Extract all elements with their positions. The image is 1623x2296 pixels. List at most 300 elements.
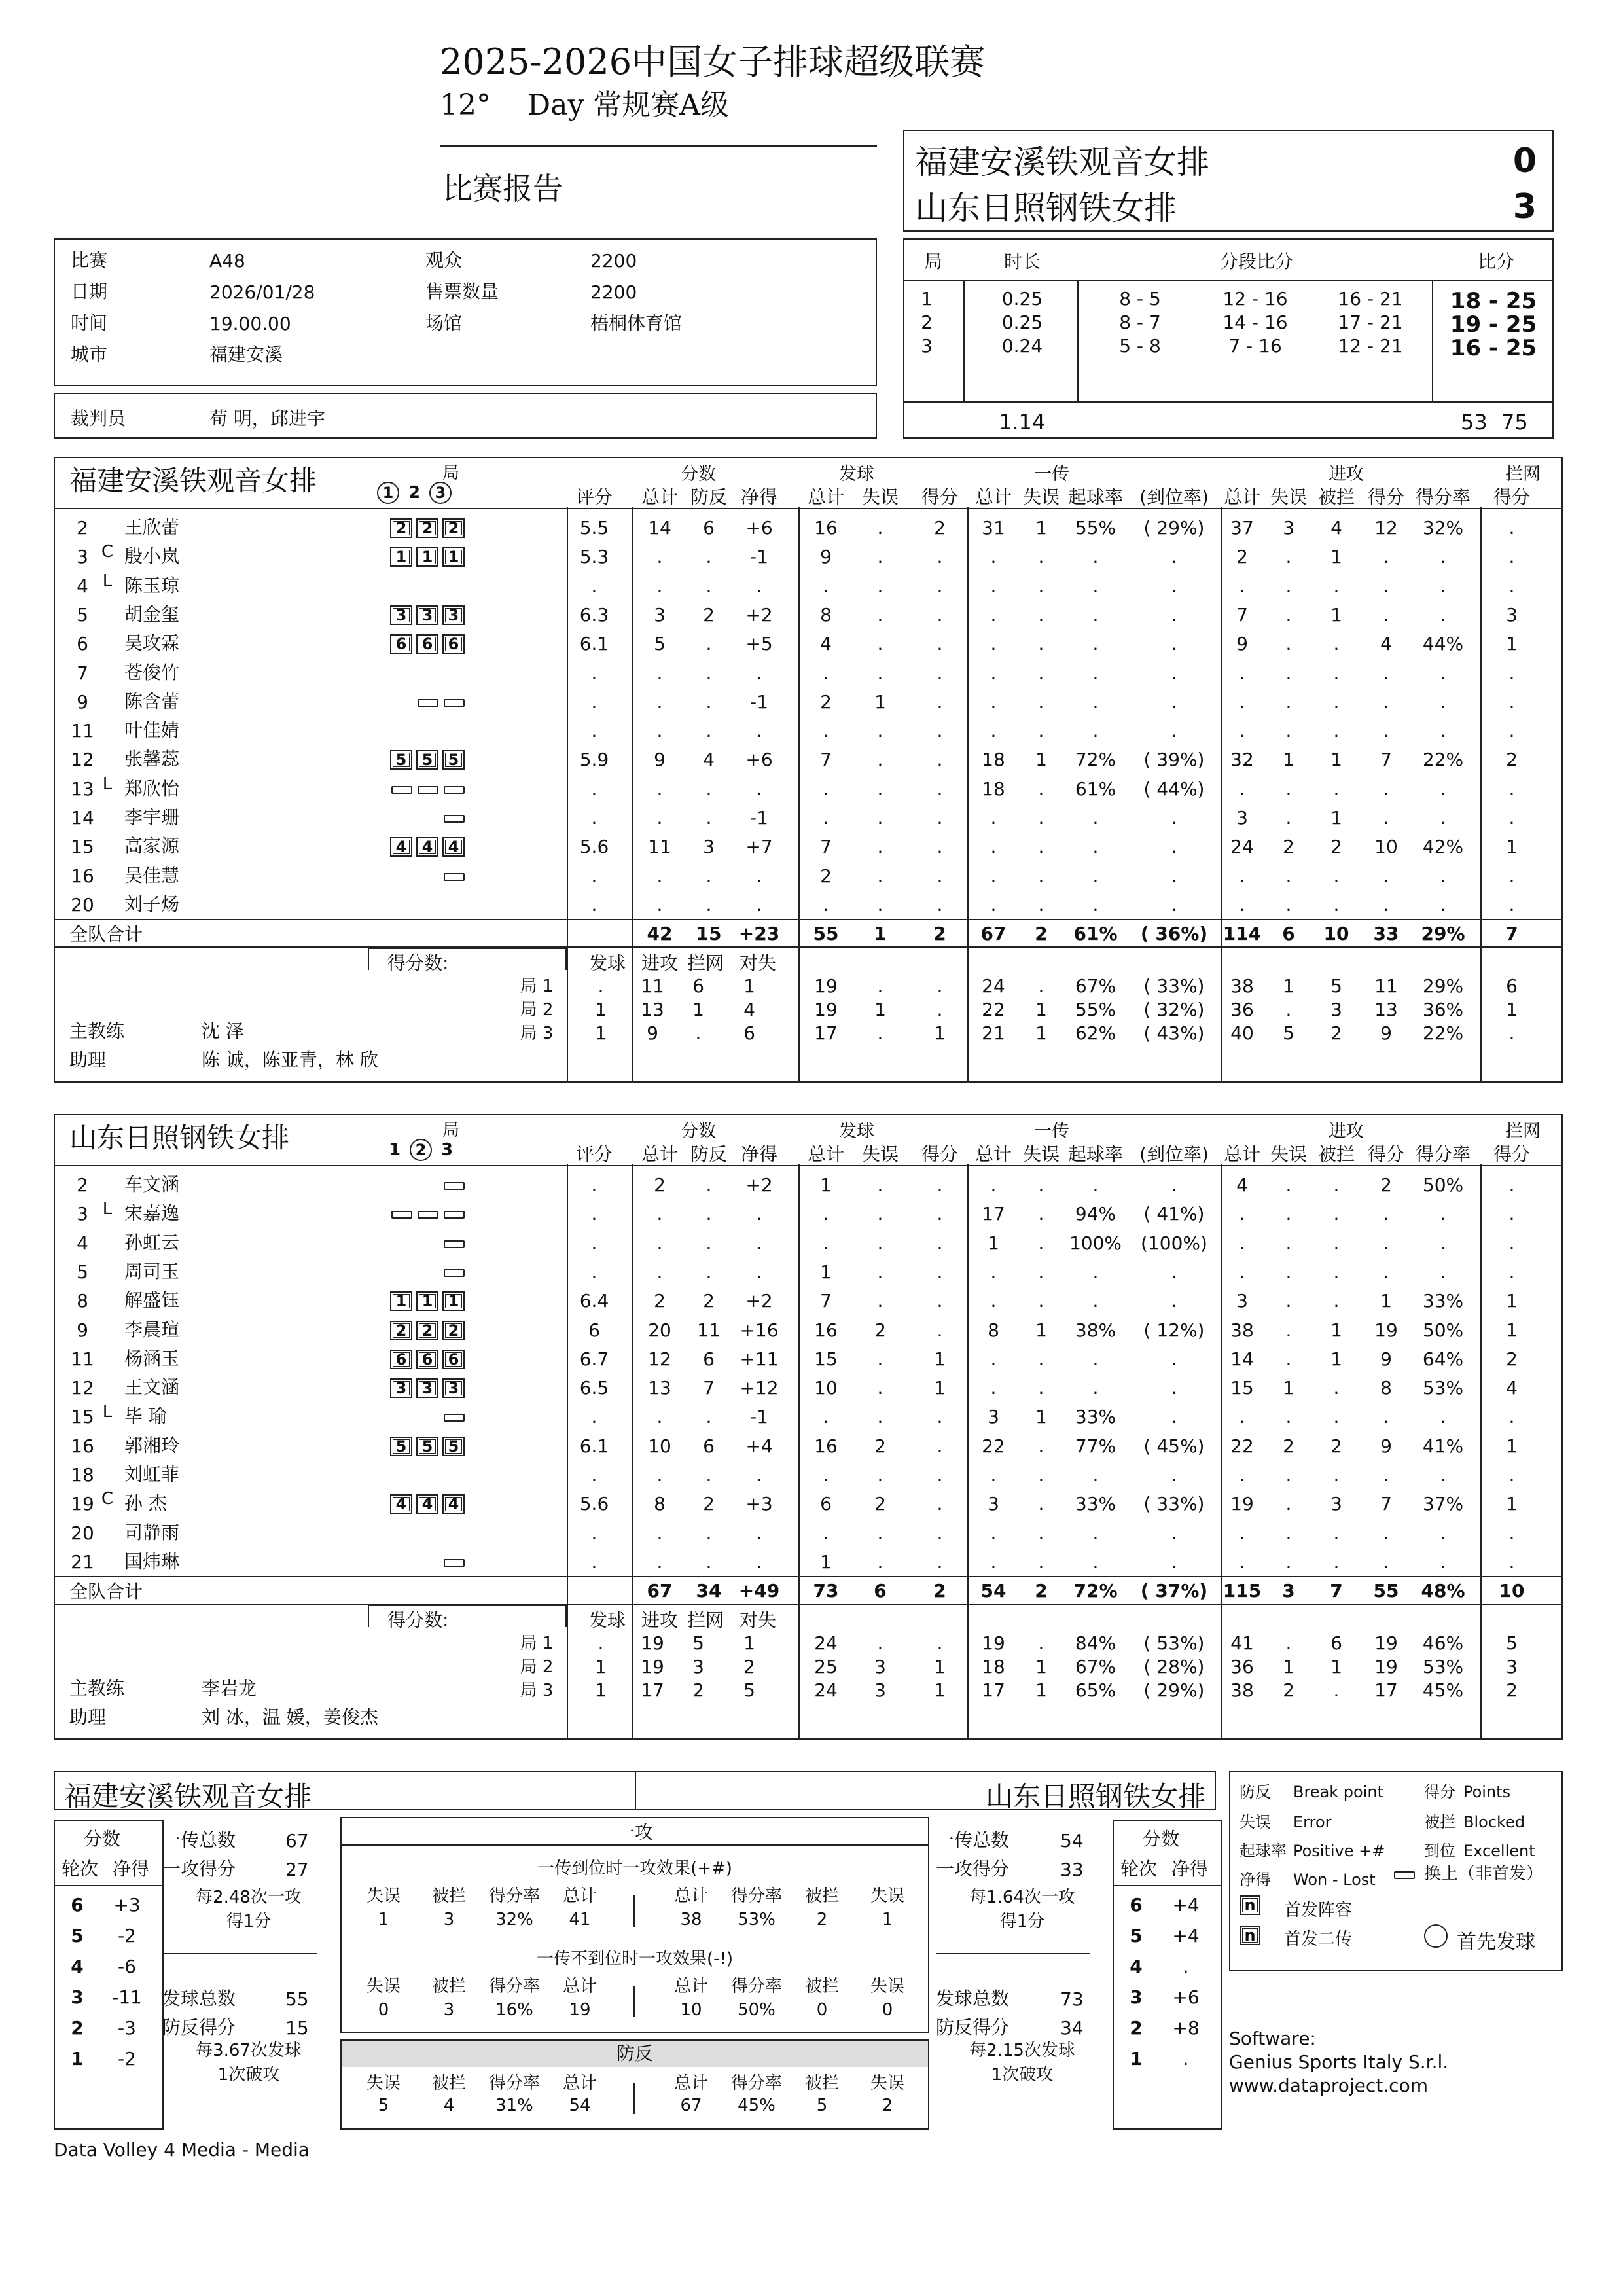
stat-se: 2 bbox=[874, 1493, 886, 1515]
per-set-at: 9 bbox=[647, 1022, 658, 1045]
stat-r: 6.1 bbox=[579, 1435, 609, 1457]
stat-wl: +16 bbox=[740, 1319, 779, 1341]
player-name: 吴玫霖 bbox=[124, 632, 180, 655]
fa-neg-val-l: 16% bbox=[495, 2000, 533, 2020]
stat-ae: . bbox=[1285, 1261, 1292, 1283]
stat-rt: . bbox=[990, 662, 997, 684]
stat-sp: . bbox=[936, 575, 943, 597]
fa-pos-title: 一传到位时一攻效果(+#) bbox=[537, 1859, 732, 1878]
stat-wl: -1 bbox=[750, 691, 768, 713]
stat-bp: . bbox=[705, 691, 712, 713]
player-number: 2 bbox=[77, 1174, 88, 1196]
stat-bp: . bbox=[705, 1232, 712, 1254]
rotation-number: 1 bbox=[71, 2048, 84, 2070]
player-name: 毕 瑜 bbox=[124, 1405, 167, 1427]
legend-key: 净得 bbox=[1240, 1871, 1271, 1889]
stat-rpos: 94% bbox=[1075, 1203, 1116, 1225]
team-away-sep1 bbox=[54, 1576, 1563, 1577]
stat-ab: . bbox=[1333, 1203, 1340, 1225]
stat-rt: . bbox=[990, 691, 997, 713]
player-number: 9 bbox=[77, 1319, 88, 1341]
stat-st: . bbox=[823, 1464, 829, 1486]
stat-pt: . bbox=[656, 662, 663, 684]
table-row bbox=[0, 1286, 1623, 1315]
stat-rt: . bbox=[990, 1261, 997, 1283]
player-name: 孙 杰 bbox=[124, 1492, 167, 1515]
fa-neg-val-l: 3 bbox=[443, 2000, 455, 2020]
stat-rt: 18 bbox=[982, 778, 1005, 800]
per-set-se: 1 bbox=[874, 999, 886, 1021]
fa-neg-head-l: 总计 bbox=[562, 1977, 597, 1996]
team-home-set-num: 3 bbox=[429, 482, 452, 504]
fa-neg-head-l: 失误 bbox=[366, 1977, 401, 1996]
stat-se: 2 bbox=[874, 1435, 886, 1457]
referees-value: 荀 明，邱进宇 bbox=[209, 408, 325, 429]
per-set-a_pct: 53% bbox=[1422, 1656, 1464, 1678]
stat-ab: 1 bbox=[1330, 1348, 1342, 1370]
stat-sp: . bbox=[936, 778, 943, 800]
fa-neg-head-r: 得分率 bbox=[730, 1977, 782, 1996]
stat-pt: . bbox=[656, 1551, 663, 1573]
stat-apct: . bbox=[1440, 1261, 1446, 1283]
player-role: L bbox=[102, 1199, 113, 1219]
stat-wl: +2 bbox=[745, 603, 773, 626]
stat-at: . bbox=[1239, 1203, 1245, 1225]
stat-bp: . bbox=[705, 1464, 712, 1486]
away-rec-total-label: 一传总数 bbox=[936, 1829, 1010, 1851]
stat-re: . bbox=[1038, 1174, 1044, 1196]
starter-box: 4 bbox=[442, 1494, 465, 1514]
team-home-asst: 陈 诚，陈亚青，林 欣 bbox=[202, 1049, 378, 1071]
stat-ab: 1 bbox=[1330, 807, 1342, 829]
team-away-pts-col: 拦网 bbox=[687, 1609, 724, 1632]
team-away-sh-err: 失误 bbox=[1270, 1143, 1307, 1165]
per-set-re: 1 bbox=[1035, 1022, 1047, 1045]
legend-key: 起球率 bbox=[1240, 1842, 1287, 1860]
stat-r: . bbox=[591, 1551, 597, 1573]
stat-rpos: . bbox=[1092, 1551, 1099, 1573]
stat-bk: 1 bbox=[1506, 836, 1518, 858]
stat-ae: 2 bbox=[1283, 836, 1294, 858]
stat-at: 3 bbox=[1236, 1290, 1248, 1312]
fa-pos-val-l: 1 bbox=[378, 1910, 389, 1929]
stat-st: . bbox=[823, 1232, 829, 1254]
stat-se: . bbox=[877, 517, 883, 539]
stat-sp: . bbox=[936, 836, 943, 858]
stat-wl: . bbox=[756, 778, 762, 800]
per-set-rt: 19 bbox=[982, 1632, 1005, 1655]
stat-rt: 31 bbox=[982, 517, 1005, 539]
stat-rexc: . bbox=[1171, 633, 1177, 655]
stat-sp: . bbox=[936, 662, 943, 684]
starter-box: 5 bbox=[390, 1437, 412, 1456]
per-set-a_e: 2 bbox=[1283, 1679, 1294, 1702]
stat-se: . bbox=[877, 720, 883, 742]
stat-apct: 22% bbox=[1422, 749, 1464, 771]
player-name: 吴佳慧 bbox=[124, 864, 180, 886]
team-home-set-num: 2 bbox=[408, 483, 421, 503]
per-set-a_p: 19 bbox=[1374, 1632, 1398, 1655]
stat-wl: +6 bbox=[745, 517, 773, 539]
stat-ab: . bbox=[1333, 1522, 1340, 1544]
per-set-a_p: 19 bbox=[1374, 1656, 1398, 1678]
fa-neg-divider bbox=[633, 1986, 635, 2017]
sub-icon bbox=[444, 873, 465, 881]
team-home-pts-col: 进攻 bbox=[641, 952, 679, 975]
team-home-set-num: 1 bbox=[377, 482, 399, 504]
stat-wl: -1 bbox=[750, 807, 768, 829]
stat-rpos: . bbox=[1092, 1174, 1099, 1196]
team-away-gh-reception: 一传 bbox=[1034, 1121, 1069, 1141]
total-st: 73 bbox=[813, 1580, 839, 1602]
stat-rpos: . bbox=[1092, 575, 1099, 597]
away-fa-pts-label: 一攻得分 bbox=[936, 1858, 1010, 1880]
stat-sp: . bbox=[936, 603, 943, 626]
stat-st: . bbox=[823, 778, 829, 800]
stat-rpos: . bbox=[1092, 633, 1099, 655]
stat-bk: 1 bbox=[1506, 633, 1518, 655]
stat-wl: +6 bbox=[745, 749, 773, 771]
home-rec-total-label: 一传总数 bbox=[162, 1829, 236, 1851]
per-set-sv: 1 bbox=[595, 1022, 607, 1045]
stat-rexc: . bbox=[1171, 1406, 1177, 1428]
total-rexc: ( 37%) bbox=[1140, 1580, 1208, 1602]
stat-wl: . bbox=[756, 1203, 762, 1225]
stat-ap: 12 bbox=[1374, 517, 1398, 539]
player-name: 李宇珊 bbox=[124, 806, 180, 828]
stat-sp: . bbox=[936, 1261, 943, 1283]
team-home-total-label: 全队合计 bbox=[69, 924, 143, 946]
starter-box: 5 bbox=[442, 750, 465, 770]
player-number: 5 bbox=[77, 603, 88, 626]
rot-title: 分数 bbox=[84, 1828, 121, 1850]
rot-h2: 净得 bbox=[113, 1858, 150, 1880]
stat-rt: . bbox=[990, 1290, 997, 1312]
team-home-sh-err: 失误 bbox=[1022, 486, 1060, 508]
stat-wl: . bbox=[756, 865, 762, 887]
stat-r: 6.3 bbox=[579, 603, 609, 626]
starter-box: 1 bbox=[390, 1291, 412, 1311]
stat-bk: . bbox=[1508, 1203, 1515, 1225]
sets-h-set: 局 bbox=[924, 251, 943, 272]
stat-bk: . bbox=[1508, 517, 1515, 539]
team-away-pts-label: 得分数: bbox=[387, 1609, 449, 1632]
starter-box: 2 bbox=[390, 1321, 412, 1340]
away-bp: 34 bbox=[1060, 2017, 1084, 2039]
stat-st: 6 bbox=[820, 1493, 832, 1515]
starter-box: 1 bbox=[390, 547, 412, 567]
stat-apct: . bbox=[1440, 575, 1446, 597]
table-row bbox=[0, 832, 1623, 861]
stat-re: 1 bbox=[1035, 1319, 1047, 1341]
per-set-re: 1 bbox=[1035, 1679, 1047, 1702]
away-srv-total-label: 发球总数 bbox=[936, 1988, 1010, 2009]
stat-re: 1 bbox=[1035, 517, 1047, 539]
fa-neg-head-r: 总计 bbox=[673, 1977, 708, 1996]
starter-box: 3 bbox=[390, 605, 412, 625]
defense-box bbox=[340, 2039, 929, 2130]
stat-apct: . bbox=[1440, 662, 1446, 684]
stat-rpos: . bbox=[1092, 836, 1099, 858]
per-set-at: 13 bbox=[641, 999, 664, 1021]
sub-icon bbox=[1394, 1871, 1415, 1879]
starter-box: 5 bbox=[416, 1437, 438, 1456]
table-row bbox=[0, 1344, 1623, 1373]
stat-rt: 17 bbox=[982, 1203, 1005, 1225]
per-set-sv: 1 bbox=[595, 1656, 607, 1678]
stat-apct: 50% bbox=[1422, 1174, 1464, 1196]
player-role: L bbox=[102, 1402, 113, 1422]
per-set-st: 19 bbox=[814, 999, 838, 1021]
per-set-at: 11 bbox=[641, 975, 664, 997]
stat-rexc: . bbox=[1171, 546, 1177, 568]
player-name: 刘虹菲 bbox=[124, 1463, 180, 1485]
away-fa-note: 每1.64次一攻 得1分 bbox=[969, 1888, 1075, 1931]
stat-bk: . bbox=[1508, 865, 1515, 887]
stat-bk: 1 bbox=[1506, 1493, 1518, 1515]
stat-rpos: . bbox=[1092, 691, 1099, 713]
per-set-op: 1 bbox=[743, 1632, 755, 1655]
per-set-a_pct: 36% bbox=[1422, 999, 1464, 1021]
stat-rexc: ( 12%) bbox=[1143, 1319, 1205, 1341]
home-fa-pts-label: 一攻得分 bbox=[162, 1858, 236, 1880]
stat-bp: . bbox=[705, 575, 712, 597]
per-set-rt: 21 bbox=[982, 1022, 1005, 1045]
fa-pos-head-r: 失误 bbox=[870, 1886, 904, 1906]
total-ae: 3 bbox=[1282, 1580, 1295, 1602]
stat-apct: . bbox=[1440, 778, 1446, 800]
stat-ae: 3 bbox=[1283, 517, 1294, 539]
starter-box: 2 bbox=[390, 518, 412, 538]
stat-ab: . bbox=[1333, 1290, 1340, 1312]
legend-desc: Break point bbox=[1293, 1783, 1384, 1801]
stat-ap: . bbox=[1383, 778, 1389, 800]
stat-ap: 7 bbox=[1380, 1493, 1392, 1515]
team-home-sh-rating: 评分 bbox=[575, 486, 613, 508]
team-away-set-label: 局 bbox=[442, 1121, 460, 1140]
stat-at: 22 bbox=[1230, 1435, 1254, 1457]
stat-st: 15 bbox=[814, 1348, 838, 1370]
fa-neg-val-r: 0 bbox=[816, 2000, 828, 2020]
stat-rpos: . bbox=[1092, 1261, 1099, 1283]
stat-ab: . bbox=[1333, 865, 1340, 887]
fa-neg-val-r: 10 bbox=[680, 2000, 702, 2020]
software-company: Genius Sports Italy S.r.l. bbox=[1229, 2051, 1449, 2073]
fa-neg-head-r: 被拦 bbox=[804, 1977, 839, 1996]
tickets-value: 2200 bbox=[590, 281, 637, 303]
per-set-a_p: 13 bbox=[1374, 999, 1398, 1021]
stat-ap: 8 bbox=[1380, 1377, 1392, 1399]
stat-pt: . bbox=[656, 1464, 663, 1486]
stat-ap: . bbox=[1383, 1406, 1389, 1428]
rot-h1-away: 轮次 bbox=[1120, 1858, 1158, 1880]
stat-ae: . bbox=[1285, 1493, 1292, 1515]
per-set-re: 1 bbox=[1035, 999, 1047, 1021]
stat-ab: . bbox=[1333, 1174, 1340, 1196]
stat-ab: . bbox=[1333, 778, 1340, 800]
first-serve-icon bbox=[1424, 1924, 1448, 1948]
def-head-r: 失误 bbox=[870, 2073, 904, 2093]
stat-st: . bbox=[823, 807, 829, 829]
per-set-bk: 1 bbox=[692, 999, 704, 1021]
stat-wl: +3 bbox=[745, 1493, 773, 1515]
sets-h-score: 比分 bbox=[1478, 251, 1515, 272]
stat-ae: . bbox=[1285, 603, 1292, 626]
per-set-rt: 24 bbox=[982, 975, 1005, 997]
stat-se: . bbox=[877, 836, 883, 858]
stat-ae: . bbox=[1285, 807, 1292, 829]
player-name: 李晨瑄 bbox=[124, 1318, 180, 1340]
stat-re: . bbox=[1038, 603, 1044, 626]
fa-pos-head-r: 总计 bbox=[673, 1886, 708, 1906]
stat-rexc: ( 45%) bbox=[1143, 1435, 1205, 1457]
total-wl: +23 bbox=[738, 923, 780, 945]
table-row bbox=[0, 542, 1623, 571]
def-divider bbox=[633, 2083, 635, 2114]
stat-rpos: 33% bbox=[1075, 1406, 1116, 1428]
team-home-set-label: 局 bbox=[442, 463, 460, 483]
player-number: 12 bbox=[71, 749, 94, 771]
stat-ae: . bbox=[1285, 865, 1292, 887]
fa-pos-head-l: 得分率 bbox=[488, 1886, 540, 1906]
team-home-sh-bp: 防反 bbox=[690, 486, 727, 508]
per-set-rexc: ( 43%) bbox=[1143, 1022, 1205, 1045]
team-away-pts-col: 对失 bbox=[740, 1609, 777, 1632]
team-away-sh-pct: 得分率 bbox=[1415, 1143, 1471, 1165]
table-row bbox=[0, 629, 1623, 658]
stat-ae: . bbox=[1285, 720, 1292, 742]
team-home-sh-tot: 总计 bbox=[807, 486, 844, 508]
stat-rexc: . bbox=[1171, 1348, 1177, 1370]
per-set-a_t: 38 bbox=[1230, 1679, 1254, 1702]
set-score: 19 - 25 bbox=[1450, 312, 1537, 338]
team-home-sh-tot: 总计 bbox=[1223, 486, 1260, 508]
stat-sp: . bbox=[936, 1435, 943, 1457]
per-set-a_pct: 46% bbox=[1422, 1632, 1464, 1655]
table-row bbox=[0, 1257, 1623, 1286]
legend-desc: Points bbox=[1463, 1783, 1511, 1801]
stat-apct: . bbox=[1440, 1551, 1446, 1573]
stat-st: 2 bbox=[820, 865, 832, 887]
total-rexc: ( 36%) bbox=[1140, 923, 1208, 945]
set-partial-3: 12 - 21 bbox=[1338, 335, 1403, 357]
def-head-l: 失误 bbox=[366, 2073, 401, 2093]
stat-pt: 8 bbox=[654, 1493, 666, 1515]
stat-r: 5.9 bbox=[579, 749, 609, 771]
away-rotation-box bbox=[1113, 1820, 1222, 2130]
def-head-r: 总计 bbox=[673, 2073, 708, 2093]
team-away-sh-pts: 得分 bbox=[921, 1143, 958, 1165]
set-partial-2: 12 - 16 bbox=[1222, 288, 1288, 310]
stat-ab: 1 bbox=[1330, 749, 1342, 771]
player-number: 4 bbox=[77, 1232, 88, 1254]
stat-at: 3 bbox=[1236, 807, 1248, 829]
fa-neg-val-l: 19 bbox=[569, 2000, 591, 2020]
stat-apct: . bbox=[1440, 1406, 1446, 1428]
stat-sp: . bbox=[936, 1522, 943, 1544]
home-bp-note: 每3.67次发球 1次破攻 bbox=[196, 2041, 302, 2085]
stat-bp: 6 bbox=[703, 1348, 715, 1370]
fa-pos-head-r: 被拦 bbox=[804, 1886, 839, 1906]
stat-sp: . bbox=[936, 749, 943, 771]
sub-icon bbox=[444, 1182, 465, 1190]
stat-ap: . bbox=[1383, 893, 1389, 916]
per-set-sv: . bbox=[597, 1632, 604, 1655]
stat-pt: . bbox=[656, 807, 663, 829]
team-away-sh-err: 失误 bbox=[861, 1143, 899, 1165]
stat-apct: 50% bbox=[1422, 1319, 1464, 1341]
stat-rt: . bbox=[990, 836, 997, 858]
player-number: 2 bbox=[77, 517, 88, 539]
per-set-label: 局 3 bbox=[520, 1024, 554, 1044]
player-number: 15 bbox=[71, 836, 94, 858]
table-row bbox=[0, 745, 1623, 774]
per-set-bk: 6 bbox=[692, 975, 704, 997]
stat-ab: . bbox=[1333, 1232, 1340, 1254]
player-name: 高家源 bbox=[124, 835, 180, 857]
team-away-pts-col: 发球 bbox=[589, 1609, 626, 1632]
team-home-gh-serve: 发球 bbox=[839, 464, 874, 484]
def-val-l: 54 bbox=[569, 2096, 591, 2115]
stat-re: . bbox=[1038, 1464, 1044, 1486]
player-name: 陈含蕾 bbox=[124, 690, 180, 712]
match-label: 比赛 bbox=[71, 249, 108, 271]
player-number: 18 bbox=[71, 1464, 94, 1486]
stat-ab: 2 bbox=[1330, 1435, 1342, 1457]
stat-bp: 2 bbox=[703, 1493, 715, 1515]
table-row bbox=[0, 861, 1623, 890]
rotation-net: -2 bbox=[118, 1925, 136, 1946]
stat-ae: 2 bbox=[1283, 1435, 1294, 1457]
per-set-re: 1 bbox=[1035, 1656, 1047, 1678]
player-number: 20 bbox=[71, 1522, 94, 1544]
stat-se: . bbox=[877, 1406, 883, 1428]
starter-box: 3 bbox=[416, 1378, 438, 1398]
team-away-pts-col: 进攻 bbox=[641, 1609, 679, 1632]
stat-bp: 6 bbox=[703, 517, 715, 539]
sub-icon bbox=[444, 1240, 465, 1248]
stat-bk: . bbox=[1508, 662, 1515, 684]
stat-ab: 3 bbox=[1330, 1493, 1342, 1515]
team-home-sh-pts: 得分 bbox=[1367, 486, 1404, 508]
total-ap: 33 bbox=[1373, 923, 1399, 945]
total-st: 55 bbox=[813, 923, 839, 945]
stat-bp: . bbox=[705, 807, 712, 829]
stat-wl: . bbox=[756, 1522, 762, 1544]
stat-rt: . bbox=[990, 720, 997, 742]
stat-pt: 3 bbox=[654, 603, 666, 626]
stat-re: . bbox=[1038, 1261, 1044, 1283]
player-name: 国炜琳 bbox=[124, 1550, 180, 1572]
rotation-net: +4 bbox=[1172, 1925, 1200, 1946]
fa-pos-head-r: 得分率 bbox=[730, 1886, 782, 1906]
stat-ap: 2 bbox=[1380, 1174, 1392, 1196]
stat-apct: 53% bbox=[1422, 1377, 1464, 1399]
stat-rexc: . bbox=[1171, 1522, 1177, 1544]
total-at: 115 bbox=[1222, 1580, 1262, 1602]
stat-wl: . bbox=[756, 720, 762, 742]
per-set-b: 5 bbox=[1506, 1632, 1518, 1655]
rotation-net: -2 bbox=[118, 2048, 136, 2070]
stat-rexc: . bbox=[1171, 865, 1177, 887]
per-set-sp: . bbox=[936, 999, 943, 1021]
player-name: 苍俊竹 bbox=[124, 661, 180, 683]
stat-sp: . bbox=[936, 633, 943, 655]
player-number: 20 bbox=[71, 893, 94, 916]
stat-re: 1 bbox=[1035, 749, 1047, 771]
stat-rpos: . bbox=[1092, 865, 1099, 887]
stat-pt: 10 bbox=[648, 1435, 671, 1457]
